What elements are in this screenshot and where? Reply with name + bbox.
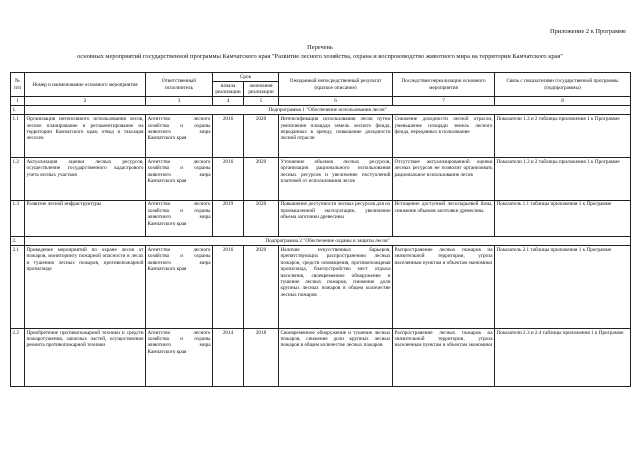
row-start: 2016 bbox=[213, 158, 244, 201]
header-start: начала реализации bbox=[213, 82, 244, 97]
section-row bbox=[11, 106, 631, 115]
row-name: Актуализация оценки лесных ресурсов, осуществление государственного кадастрового учета лесных участков bbox=[25, 158, 146, 201]
section-number: 1. bbox=[11, 106, 25, 115]
document-title: Перечень bbox=[307, 44, 333, 51]
row-result: Наличие искусственных барьеров, препятствующих распространению лесных пожаров, средств оповещения, противопожарная пропаганда, благоустройство мест отдыха населения, своевременное обнаружение и тушение лесных пожаров, снижение доли крупных лесных пожаров в общем количестве лесных пожаров bbox=[279, 246, 393, 329]
row-executor: Агентство лесного хозяйства и охраны животного мира Камчатского края bbox=[146, 115, 213, 158]
row-name: Развитие лесной инфраструктуры bbox=[25, 200, 146, 237]
row-result: Уточнение объемов лесных ресурсов, организация рационального использования лесных ресурсов и увеличение поступлений платежей от использования лесов bbox=[279, 158, 393, 201]
row-link: Показатели 1.3 и 2 таблицы приложения 1 к Программе bbox=[495, 115, 631, 158]
header-term: Срок bbox=[213, 73, 279, 82]
row-name: Приобретение противопожарной техники и средств пожаротушения, запасных частей, осуществление ремонта противопожарной техники bbox=[25, 328, 146, 387]
section-title: Подпрограмма 1 "Обеспечение использования лесов" bbox=[25, 106, 631, 115]
row-num: 1.2 bbox=[11, 158, 25, 201]
row-start: 2014 bbox=[213, 328, 244, 387]
header-end: окончания реализации bbox=[244, 82, 279, 97]
measures-table bbox=[10, 72, 631, 387]
table-row bbox=[11, 246, 631, 329]
table-row bbox=[11, 115, 631, 158]
row-end: 2018 bbox=[244, 328, 279, 387]
row-start: 2016 bbox=[213, 115, 244, 158]
table-row bbox=[11, 328, 631, 387]
header-link: Связь с показателями государственной программы (подпрограммы) bbox=[495, 73, 631, 97]
header-name: Номер и наименование основного мероприятия bbox=[25, 73, 146, 97]
row-end: 2020 bbox=[244, 158, 279, 201]
row-num: 1.1 bbox=[11, 115, 25, 158]
row-end: 2020 bbox=[244, 200, 279, 237]
appendix-label: Приложение 2 к Программе bbox=[550, 28, 626, 35]
row-end: 2020 bbox=[244, 246, 279, 329]
row-executor: Агентство лесного хозяйства и охраны животного мира Камчатского края bbox=[146, 246, 213, 329]
header-consequences: Последствия нереализации основного мероприятия bbox=[393, 73, 495, 97]
row-result: Повышение доступности лесных ресурсов для их промышленной эксплуатации, увеличение объема заготовки древесины bbox=[279, 200, 393, 237]
column-number: 7 bbox=[393, 97, 495, 106]
section-title: Подпрограмма 2 "Обеспечение охраны и защиты лесов" bbox=[25, 237, 631, 246]
row-num: 2.1 bbox=[11, 246, 25, 329]
row-end: 2020 bbox=[244, 115, 279, 158]
header-row bbox=[11, 73, 631, 82]
row-consequences: Распространение лесных пожаров на значительной территории, угроза населенным пунктам и объектам экономики bbox=[393, 246, 495, 329]
document-subtitle: основных мероприятий государственной программы Камчатского края "Развитие лесного хозяйства, охрана и воспроизводство животного мира на территории Камчатского края" bbox=[77, 53, 563, 60]
row-link: Показатель 2.1 таблицы приложения 1 к Программе bbox=[495, 246, 631, 329]
column-number: 5 bbox=[244, 97, 279, 106]
section-number: 2. bbox=[11, 237, 25, 246]
row-consequences: Распространение лесных пожаров на значительной территории, угроза населенным пунктам и объектам экономики bbox=[393, 328, 495, 387]
table-row bbox=[11, 200, 631, 237]
row-name: Организация интенсивного использования лесов, лесное планирование и регламентирование на территории Камчатского края, отвод и таксация лесосек bbox=[25, 115, 146, 158]
row-consequences: Отсутствие актуализированной оценки лесных ресурсов не позволит организовать рациональное использование лесов bbox=[393, 158, 495, 201]
header-result: Ожидаемый непосредственный результат (краткое описание) bbox=[279, 73, 393, 97]
row-link: Показатели 1.3 и 2 таблицы приложения 1 к Программе bbox=[495, 158, 631, 201]
row-start: 2016 bbox=[213, 246, 244, 329]
header-executor: Ответственный исполнитель bbox=[146, 73, 213, 97]
section-row bbox=[11, 237, 631, 246]
row-num: 2.2 bbox=[11, 328, 25, 387]
column-number: 3 bbox=[146, 97, 213, 106]
row-result: Своевременное обнаружение и тушение лесных пожаров, снижение доли крупных лесных пожаров в общем количестве лесных пожаров bbox=[279, 328, 393, 387]
row-num: 1.3 bbox=[11, 200, 25, 237]
column-number-row bbox=[11, 97, 631, 106]
header-num: № п/п bbox=[11, 73, 25, 97]
column-number: 1 bbox=[11, 97, 25, 106]
row-link: Показатели 2.3 и 2.4 таблицы приложения 1 к Программе bbox=[495, 328, 631, 387]
column-number: 2 bbox=[25, 97, 146, 106]
row-name: Проведение мероприятий по охране лесов от пожаров, мониторингу пожарной опасности в лесах и тушению лесных пожаров, противопожарной пропаганде bbox=[25, 246, 146, 329]
column-number: 8 bbox=[495, 97, 631, 106]
row-executor: Агентство лесного хозяйства и охраны животного мира Камчатского края bbox=[146, 158, 213, 201]
row-result: Интенсификация использования лесов путем увеличения площади земель лесного фонда, переданных в аренду, повышение доходности лесной отрасли bbox=[279, 115, 393, 158]
table-row bbox=[11, 158, 631, 201]
row-link: Показатель 1.1 таблицы приложения 1 к Программе bbox=[495, 200, 631, 237]
row-executor: Агентство лесного хозяйства и охраны животного мира Камчатского края bbox=[146, 328, 213, 387]
column-number: 4 bbox=[213, 97, 244, 106]
row-consequences: Снижение доходности лесной отрасли, уменьшение площади земель лесного фонда, переданных в пользование bbox=[393, 115, 495, 158]
row-start: 2019 bbox=[213, 200, 244, 237]
column-number: 6 bbox=[279, 97, 393, 106]
row-consequences: Истощение доступной лесосырьевой базы, снижение объемов заготовки древесины bbox=[393, 200, 495, 237]
row-executor: Агентство лесного хозяйства и охраны животного мира Камчатского края bbox=[146, 200, 213, 237]
